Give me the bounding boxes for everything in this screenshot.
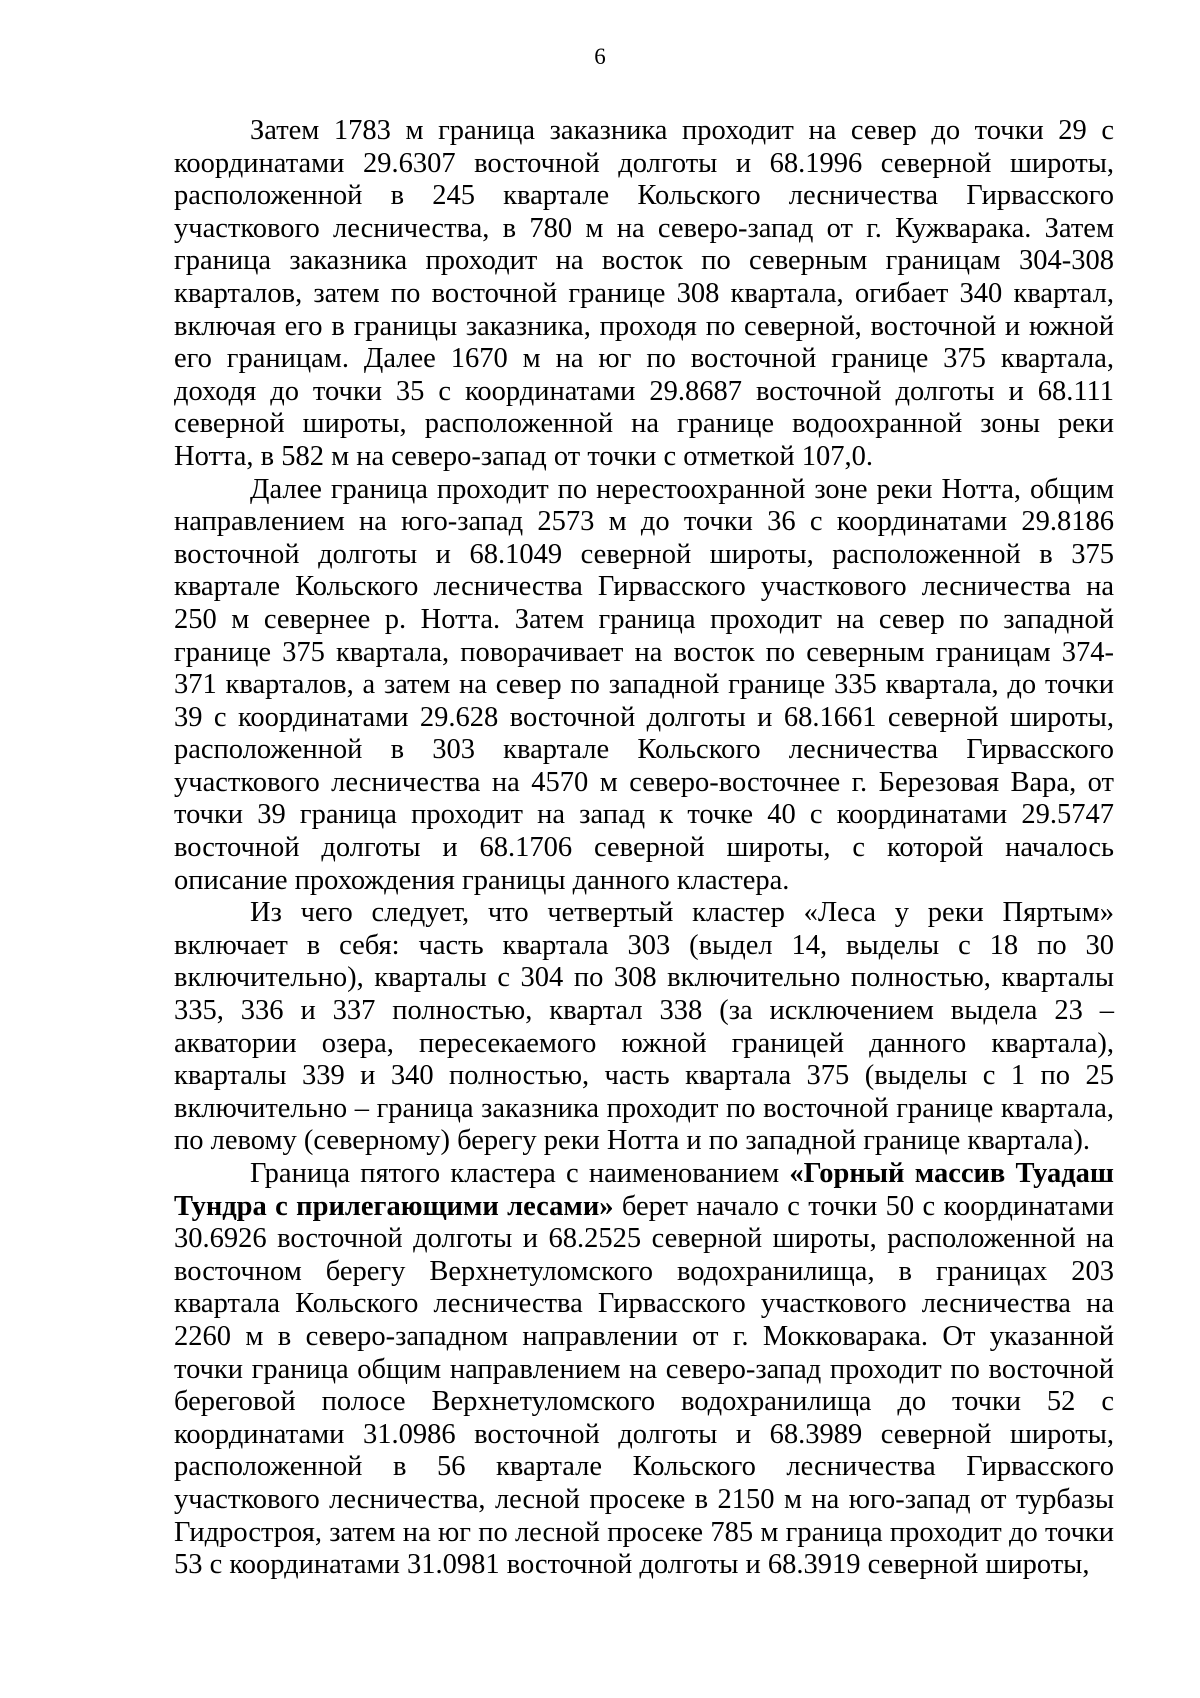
paragraph-text-rest: берет начало с точки 50 с координатами 30.6926 восточной долготы и 68.2525 северной широты, расположенной на восточном берегу Верхнетуломского водохранилища, в границах 203 квартала Кольского лесничества Гирвасского участкового лесничества на 2260 м в северо-западном направлении от г. Мокковарака. От указанной точки граница общим направлением на северо-запад проходит по восточной береговой полосе Верхнетуломского водохранилища до точки 52 с координатами 31.0986 восточной долготы и 68.3989 северной широты, расположенной в 56 квартале Кольского лесничества Гирвасского участкового лесничества, лесной просеке в 2150 м на юго-запад от турбазы Гидростроя, затем на юг по лесной просеке 785 м граница проходит до точки 53 с координатами 31.0981 восточной долготы и 68.3919 северной широты,: [174, 1190, 1114, 1581]
paragraph-fourth-cluster-summary: Из чего следует, что четвертый кластер «Леса у реки Пяртым» включает в себя: часть квартала 303 (выдел 14, выделы с 18 по 30 включительно), кварталы с 304 по 308 включительно полностью, кварталы 335, 336 и 337 полностью, квартал 338 (за исключением выдела 23 – акватории озера, пересекаемого южной границей данного квартала), кварталы 339 и 340 полностью, часть квартала 375 (выделы с 1 по 25 включительно – граница заказника проходит по восточной границе квартала, по левому (северному) берегу реки Нотта и по западной границе квартала).: [174, 897, 1114, 1157]
cluster-name: «Горный массив Туадаш Тундра с прилегающими лесами»: [174, 1158, 1114, 1222]
page-number: 6: [594, 44, 606, 69]
paragraph-boundary-north-east: Затем 1783 м граница заказника проходит на север до точки 29 с координатами 29.6307 восточной долготы и 68.1996 северной широты, расположенной в 245 квартале Кольского лесничества Гирвасского участкового лесничества, в 780 м на северо-запад от г. Кужварака. Затем граница заказника проходит на восток по северным границам 304-308 кварталов, затем по восточной границе 308 квартала, огибает 340 квартал, включая его в границы заказника, проходя по северной, восточной и южной его границам. Далее 1670 м на юг по восточной границе 375 квартала, доходя до точки 35 с координатами 29.8687 восточной долготы и 68.111 северной широты, расположенной на границе водоохранной зоны реки Нотта, в 582 м на северо-запад от точки с отметкой 107,0.: [174, 115, 1114, 472]
paragraph-fifth-cluster-start: [174, 1158, 1114, 1582]
paragraph-text-lead: Граница пятого кластера с наименованием: [250, 1158, 790, 1189]
document-body: [174, 115, 1114, 1582]
paragraph-boundary-spawning-zone: Далее граница проходит по нерестоохранной зоне реки Нотта, общим направлением на юго-запад 2573 м до точки 36 с координатами 29.8186 восточной долготы и 68.1049 северной широты, расположенной в 375 квартале Кольского лесничества Гирвасского участкового лесничества на 250 м севернее р. Нотта. Затем граница проходит на север по западной границе 375 квартала, поворачивает на восток по северным границам 374-371 кварталов, а затем на север по западной границе 335 квартала, до точки 39 с координатами 29.628 восточной долготы и 68.1661 северной широты, расположенной в 303 квартале Кольского лесничества Гирвасского участкового лесничества на 4570 м северо-восточнее г. Березовая Вара, от точки 39 граница проходит на запад к точке 40 с координатами 29.5747 восточной долготы и 68.1706 северной широты, с которой началось описание прохождения границы данного кластера.: [174, 473, 1114, 896]
